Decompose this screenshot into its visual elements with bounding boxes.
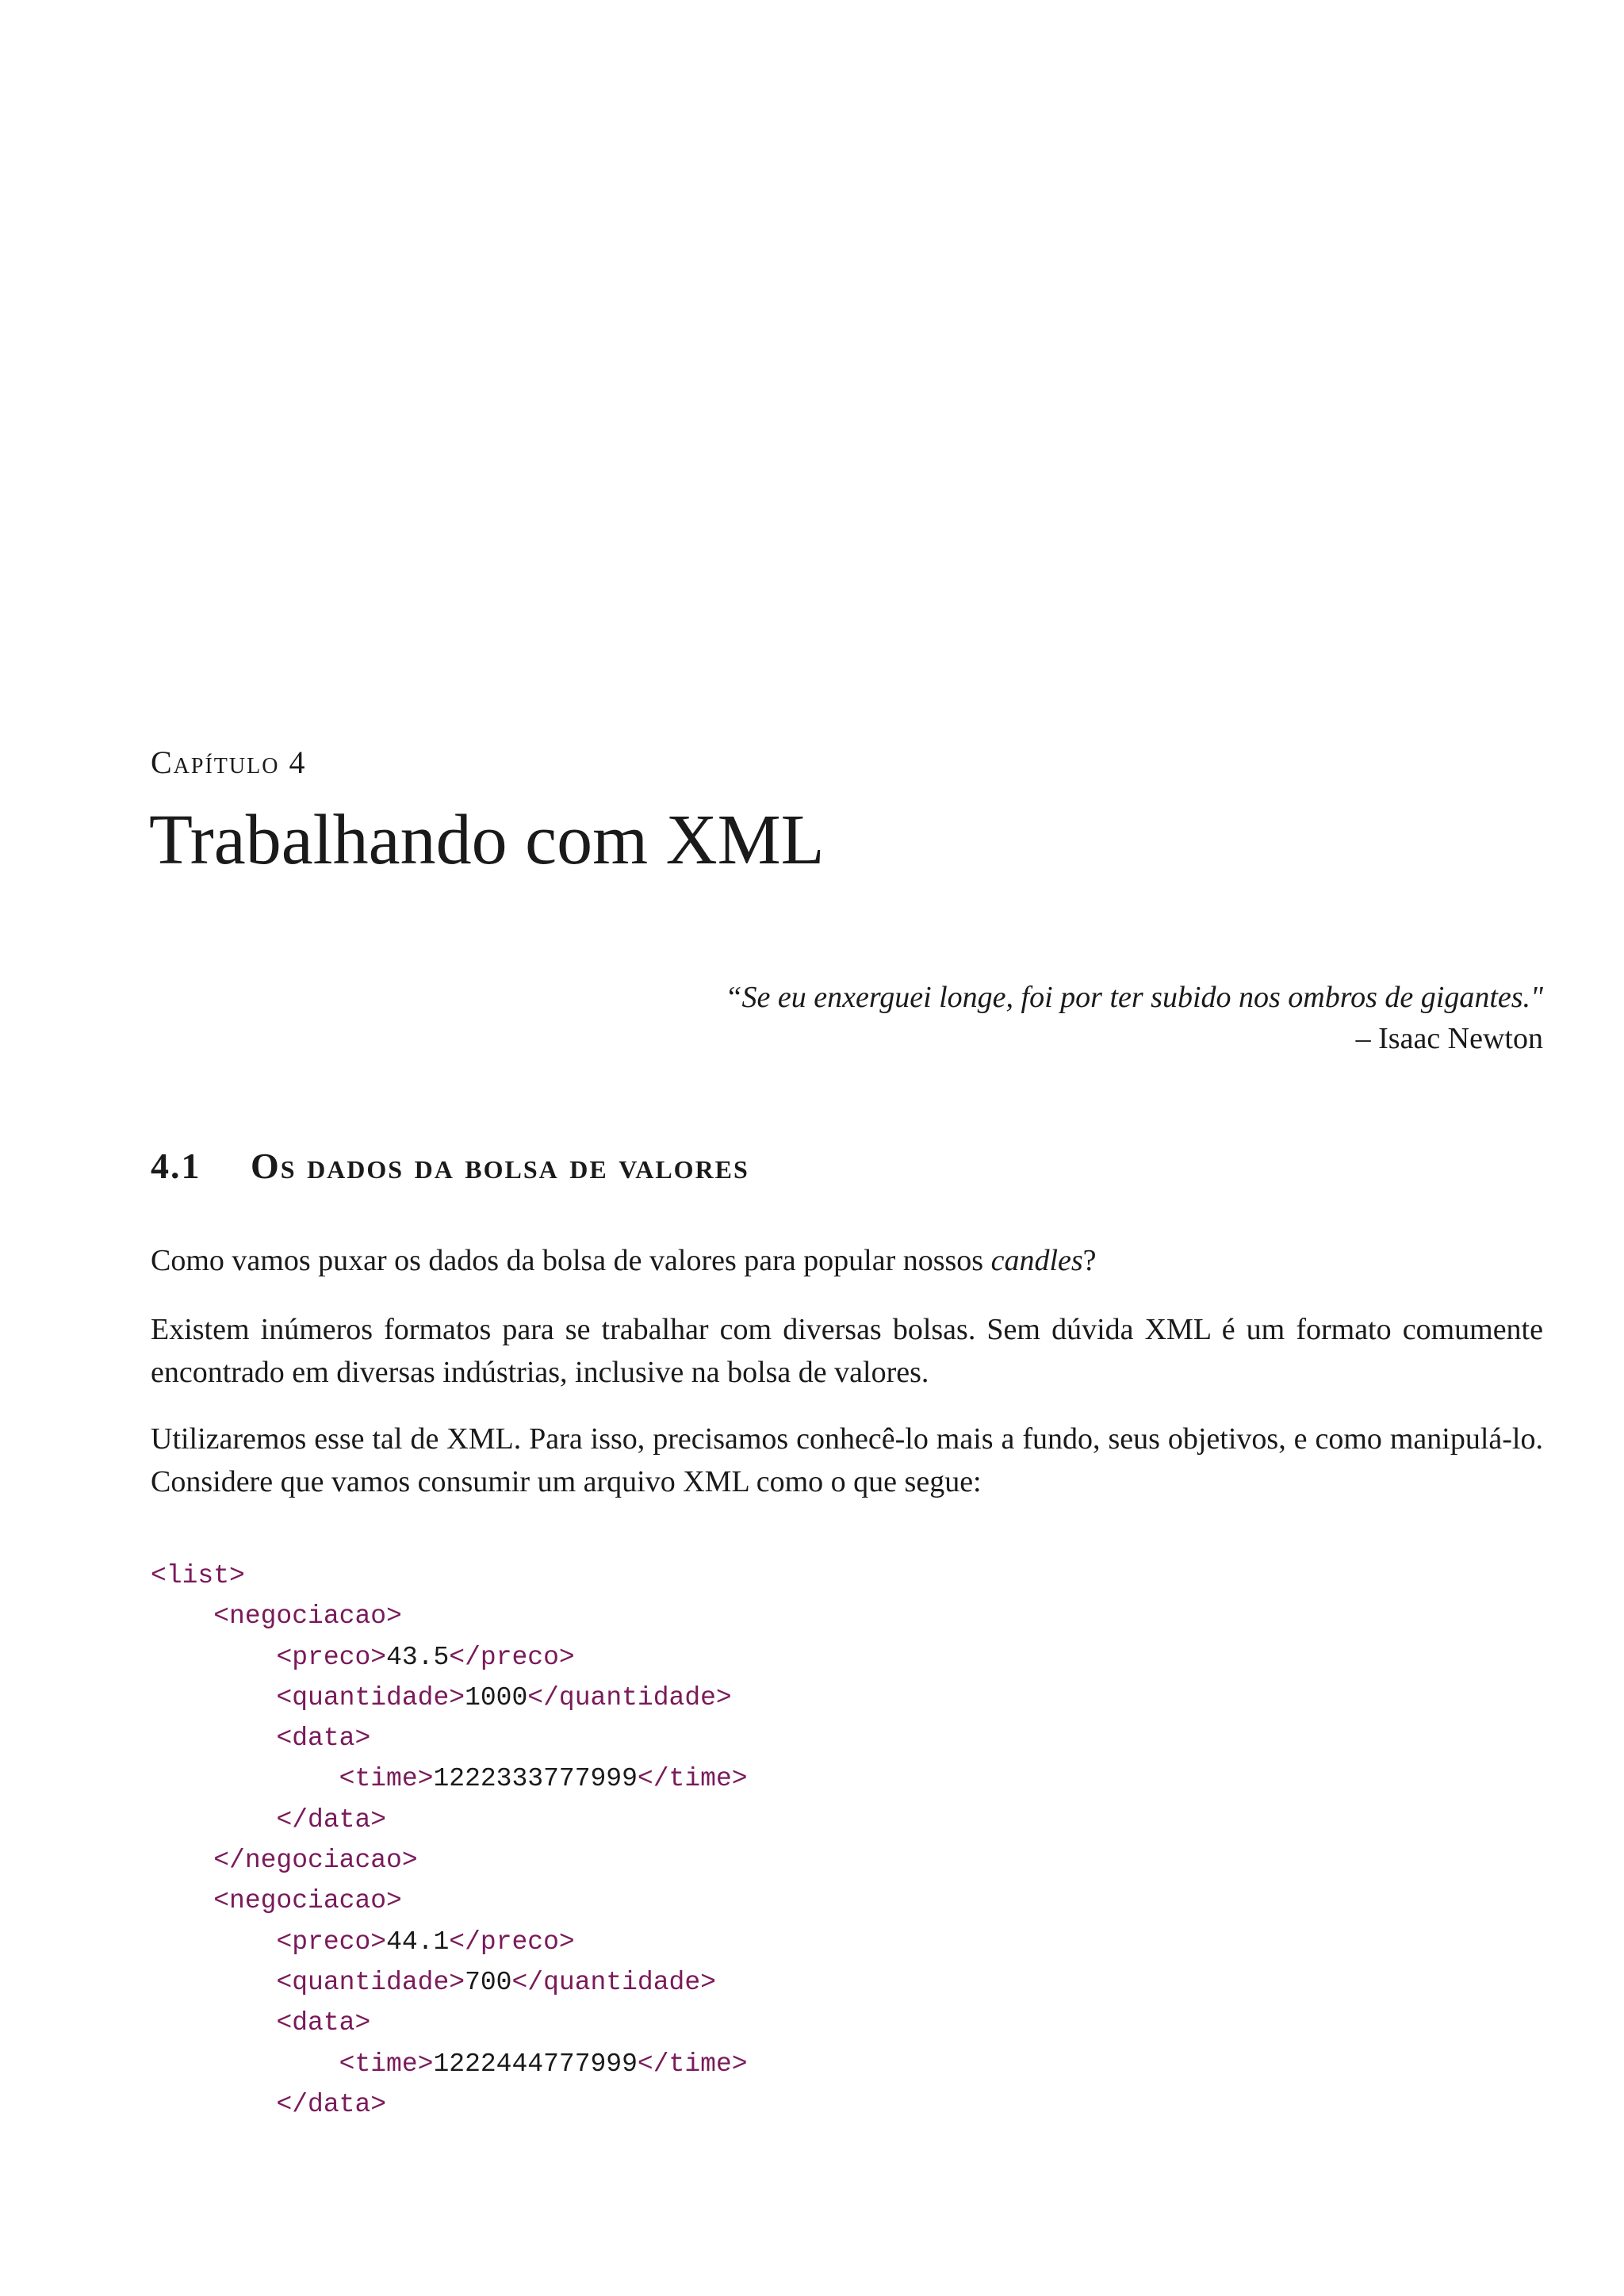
section-number: 4.1 xyxy=(151,1146,201,1186)
code-line xyxy=(151,1596,748,1636)
code-line xyxy=(151,1840,748,1881)
code-tag: <time> xyxy=(339,1764,434,1794)
paragraph-1 xyxy=(151,1239,1543,1282)
code-tag: <list> xyxy=(151,1561,245,1590)
code-value: 43.5 xyxy=(386,1642,450,1672)
section-heading xyxy=(151,1145,749,1187)
code-value: 1000 xyxy=(465,1682,528,1712)
code-tag: <quantidade> xyxy=(276,1967,465,1997)
code-tag: <preco> xyxy=(276,1927,387,1957)
code-line xyxy=(151,1800,748,1840)
chapter-title: Trabalhando com XML xyxy=(149,801,825,879)
code-line xyxy=(151,1556,748,1596)
paragraph-1-emphasis: candles xyxy=(990,1244,1083,1277)
code-tag: <data> xyxy=(276,1724,371,1754)
epigraph-author: – Isaac Newton xyxy=(1355,1022,1543,1055)
code-tag: </data> xyxy=(276,2089,387,2119)
code-line xyxy=(151,2044,748,2084)
code-tag: </quantidade> xyxy=(527,1682,732,1712)
code-tag: <negociacao> xyxy=(213,1886,402,1916)
code-line xyxy=(151,1718,748,1758)
code-tag: <quantidade> xyxy=(276,1682,465,1712)
code-line xyxy=(151,1758,748,1799)
paragraph-3: Utilizaremos esse tal de XML. Para isso, precisamos conhecê-lo mais a fundo, seus objetivos, e como manipulá-lo. Considere que vamos consumir um arquivo XML como o que segue: xyxy=(151,1422,1543,1498)
code-tag: </negociacao> xyxy=(213,1846,418,1876)
code-line xyxy=(151,2084,748,2125)
code-tag: <preco> xyxy=(276,1642,387,1672)
code-tag: <time> xyxy=(339,2049,434,2079)
code-value: 700 xyxy=(465,1967,512,1997)
code-line xyxy=(151,1881,748,1921)
code-tag: </time> xyxy=(637,2049,748,2079)
epigraph xyxy=(725,977,1543,1059)
code-tag: <negociacao> xyxy=(213,1601,402,1632)
epigraph-quote: “Se eu enxerguei longe, foi por ter subido nos ombros de gigantes." xyxy=(725,981,1543,1014)
code-tag: </time> xyxy=(637,1764,748,1794)
code-value: 44.1 xyxy=(386,1927,450,1957)
code-tag: </data> xyxy=(276,1804,387,1835)
code-line xyxy=(151,1922,748,1962)
code-tag: </quantidade> xyxy=(511,1967,716,1997)
chapter-label: Capítulo 4 xyxy=(151,744,307,780)
xml-code-block xyxy=(151,1556,748,2125)
code-line xyxy=(151,1678,748,1718)
section-title: Os dados da bolsa de valores xyxy=(251,1146,749,1186)
paragraph-2: Existem inúmeros formatos para se trabalhar com diversas bolsas. Sem dúvida XML é um formato comumente encontrado em diversas indústrias, inclusive na bolsa de valores. xyxy=(151,1313,1543,1389)
code-value: 1222444777999 xyxy=(433,2049,638,2079)
paragraph-1-text: Como vamos puxar os dados da bolsa de valores para popular nossos xyxy=(151,1244,991,1277)
code-tag: </preco> xyxy=(449,1642,575,1672)
code-value: 1222333777999 xyxy=(433,1764,638,1794)
code-line xyxy=(151,1637,748,1678)
code-line xyxy=(151,2003,748,2043)
code-line xyxy=(151,1962,748,2003)
paragraph-1-end: ? xyxy=(1082,1244,1097,1277)
code-tag: <data> xyxy=(276,2008,371,2038)
code-tag: </preco> xyxy=(449,1927,575,1957)
